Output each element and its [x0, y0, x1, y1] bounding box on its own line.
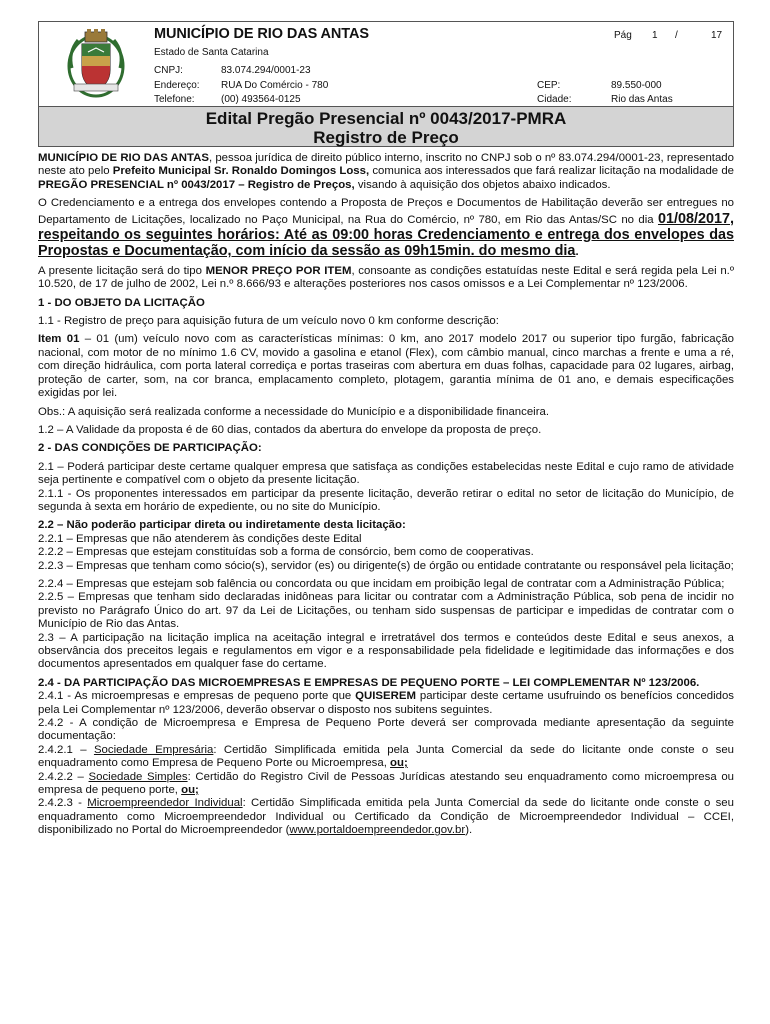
letterhead: [38, 21, 734, 107]
clause-2-4-2-2-or: ou;: [181, 784, 199, 797]
page-label: Pág: [614, 30, 632, 41]
clause-2-4-2-2-text: : Certidão do Registro Civil de Pessoas Jurídicas atestando seu enquadramento como microempresa ou empresa de pequeno porte,: [38, 770, 734, 797]
clause-2-4-2-2-term: Sociedade Simples: [88, 770, 188, 783]
municipality-name: MUNICÍPIO DE RIO DAS ANTAS: [154, 26, 369, 42]
clause-1-1: 1.1 - Registro de preço para aquisição futura de um veículo novo 0 km conforme descrição:: [38, 315, 499, 328]
section-1-heading: 1 - DO OBJETO DA LICITAÇÃO: [38, 296, 205, 309]
clause-2-1: 2.1 – Poderá participar deste certame qualquer empresa que satisfaça as condições estabelecidas neste Edital e cujo ramo de atividade seja pertinente e compatível com o objeto da presente licitação.: [38, 460, 734, 487]
intro-text-3: visando à aquisição dos objetos abaixo indicados.: [354, 178, 611, 191]
clause-2-4-2-3-term: Microempreendedor Individual: [87, 797, 243, 810]
page-total: 17: [711, 30, 723, 41]
city-label: Cidade:: [537, 94, 572, 105]
type-text-1: A presente licitação será do tipo: [38, 264, 206, 277]
intro-text-1: , pessoa jurídica de direito público interno, inscrito no CNPJ sob o nº 83.074.294/0001-23, representado neste ato pelo: [38, 152, 734, 178]
cep-value: 89.550-000: [611, 80, 662, 91]
address-value: RUA Do Comércio - 780: [221, 80, 329, 91]
intro-modality: PREGÃO PRESENCIAL nº 0043/2017 – Registro de Preços,: [38, 178, 355, 191]
section-2-heading: 2 - DAS CONDIÇÕES DE PARTICIPAÇÃO:: [38, 442, 262, 455]
type-menor-preco: MENOR PREÇO POR ITEM: [205, 264, 352, 277]
clause-2-4-2-3-text: : Certidão Simplificada emitida pela Junta Comercial da sede do licitante onde conste o seu enquadramento como Microempreendedor Individual ou Certificado da Condição de Microempreendedor Individual – CCEI, disponibilizado no Portal do Microempreendedor (: [38, 797, 734, 837]
intro-text-2: comunica aos interessados que fará realizar licitação na modalidade de: [369, 165, 734, 178]
document-page: [38, 0, 734, 1024]
clause-2-4-1-text-1: 2.4.1 - As microempresas e empresas de pequeno porte que: [38, 690, 356, 703]
page-separator: /: [675, 30, 678, 41]
clause-2-4-2-1-text: : Certidão Simplificada emitida pela Junta Comercial da sede do licitante onde conste o seu enquadramento como Empresa de Pequeno Porte ou Microempresa,: [38, 743, 734, 770]
clause-2-4-2: 2.4.2 - A condição de Microempresa e Empresa de Pequeno Porte deverá ser comprovada mediante apresentação da seguinte documentação:: [38, 717, 734, 743]
clause-2-3: 2.3 – A participação na licitação implica na aceitação integral e irretratável dos termos e conteúdos deste Edital e seus anexos, a observância dos preceitos legais e regulamentos em vigor e a responsabilidade pela fidelidade e legitimidade das informações e dos documentos apresentados em qualquer fase do certame.: [38, 631, 734, 671]
credenciamento-paragraph: [38, 197, 734, 260]
clause-2-4-1-quiserem: QUISEREM: [355, 690, 416, 703]
clause-2-4-2-1-term: Sociedade Empresária: [93, 743, 214, 756]
cnpj-label: CNPJ:: [154, 65, 183, 76]
cep-label: CEP:: [537, 80, 561, 91]
item-01-paragraph: [38, 333, 734, 400]
coat-of-arms-icon: [66, 28, 126, 100]
clause-2-4-1-text-2: participar deste certame usufruindo os benefícios concedidos pela Lei Complementar nº 123/2006, deverão observar o disposto nos subitens seguintes.: [38, 690, 734, 716]
city-value: Rio das Antas: [611, 94, 673, 105]
credenciamento-text: O Credenciamento e a entrega dos envelopes contendo a Proposta de Preços e Documentos de Habilitação deverão ser entregues no Departamento de Licitações, localizado no Paço Municipal, na Rua do Comércio, nº 780, em Rio das Antas/SC no dia: [38, 197, 734, 226]
section-2-4-heading: 2.4 - DA PARTICIPAÇÃO DAS MICROEMPRESAS E EMPRESAS DE PEQUENO PORTE – LEI COMPLEMENTAR Nº 123/2006.: [38, 676, 700, 689]
title-line-2: Registro de Preço: [313, 128, 459, 147]
credenciamento-schedule: 01/08/2017, respeitando os seguintes horários: Até as 09:00 horas Credenciamento e entrega dos envelopes das Propostas e Documentação, com início da sessão as 09h15min. do mesmo dia: [38, 210, 734, 260]
clause-2-2-4: 2.2.4 – Empresas que estejam sob falência ou concordata ou que incidam em proibição legal de contratar com a Administração Pública;: [38, 577, 725, 590]
clause-2-2-3: 2.2.3 – Empresas que tenham como sócio(s), servidor (es) ou dirigente(s) de órgão ou entidade contratante ou responsável pela licitação;: [38, 559, 734, 572]
clause-2-2-5: 2.2.5 – Empresas que tenham sido declaradas inidôneas para licitar ou contratar com a Administração Pública, sob pena de incidir no previsto no Parágrafo Único do art. 97 da Lei de Licitações, ou tenham sido suspensas de participar e impedidas de contratar com o Município de Rio das Antas.: [38, 591, 734, 631]
section-2-2-heading: 2.2 – Não poderão participar direta ou indiretamente desta licitação:: [38, 519, 406, 532]
clause-2-4-2-2: [38, 771, 734, 798]
page-number: 1: [652, 30, 658, 41]
address-label: Endereço:: [154, 80, 200, 91]
clause-2-4-2-1-or: ou;: [390, 757, 408, 770]
licitacao-type-paragraph: [38, 265, 734, 292]
clause-2-4-2-1-num: 2.4.2.1 –: [38, 743, 94, 756]
clause-2-4-2-3-end: ).: [465, 824, 473, 837]
cnpj-value: 83.074.294/0001-23: [221, 65, 311, 76]
clause-2-4-2-2-num: 2.4.2.2 –: [38, 770, 89, 783]
clause-2-4-2-3-num: 2.4.2.3 -: [38, 797, 88, 810]
clause-2-4-1: [38, 690, 734, 717]
intro-paragraph: [38, 152, 734, 192]
clause-2-1-1: 2.1.1 - Os proponentes interessados em participar da presente licitação, deverão retirar o edital no setor de licitação do Município, de segunda à sexta em horário de expediente, ou no site do Município.: [38, 487, 734, 513]
obs-paragraph: Obs.: A aquisição será realizada conforme a necessidade do Município e a disponibilidade financeira.: [38, 405, 549, 418]
document-title: [38, 107, 734, 147]
title-line-1: Edital Pregão Presencial nº 0043/2017-PMRA: [205, 109, 567, 128]
type-text-2: , consoante as condições estatuídas neste Edital e será regida pela Lei n.º 10.520, de 17 de julho de 2002, Lei n.º 8.666/93 e alterações posteriores nos casos omissos e a Lei Complementar nº 123/2006.: [38, 264, 735, 291]
clause-2-4-2-3: [38, 797, 734, 837]
phone-value: (00) 493564-0125: [221, 94, 301, 105]
clause-2-2-2: 2.2.2 – Empresas que estejam constituídas sob a forma de consórcio, bem como de cooperativas.: [38, 546, 534, 559]
state-name: Estado de Santa Catarina: [154, 47, 269, 58]
item-01-text: – 01 (um) veículo novo com as características mínimas: 0 km, ano 2017 modelo 2017 ou superior tipo furgão, fabricação nacional, com motor de no mínimo 1.6 CV, movido a gasolina e etanol (Flex), com câmbio manual, cinco marchas a frente e uma a ré, com direção hidráulica, com porta lateral corrediça e portas traseiras com abertura em duas folhas, capacidade para 02 lugares, airbag, proteção de carter, som, na cor branca, emplacamento completo, plotagem, garantia mínima de 01 ano, e demais especificações exigidas por lei.: [38, 333, 734, 400]
item-01-label: Item 01: [38, 333, 80, 346]
portal-link[interactable]: www.portaldoempreendedor.gov.br: [289, 824, 466, 837]
document-body: [38, 152, 734, 838]
phone-label: Telefone:: [154, 94, 195, 105]
clause-1-2: 1.2 – A Validade da proposta é de 60 dias, contados da abertura do envelope da proposta de preço.: [38, 423, 542, 436]
credenciamento-end: .: [575, 246, 579, 259]
intro-municipality: MUNICÍPIO DE RIO DAS ANTAS: [38, 152, 209, 164]
clause-2-2-1: 2.2.1 – Empresas que não atenderem às condições deste Edital: [38, 532, 362, 545]
clause-2-4-2-1: [38, 744, 734, 771]
intro-mayor: Prefeito Municipal Sr. Ronaldo Domingos Loss,: [112, 165, 370, 178]
